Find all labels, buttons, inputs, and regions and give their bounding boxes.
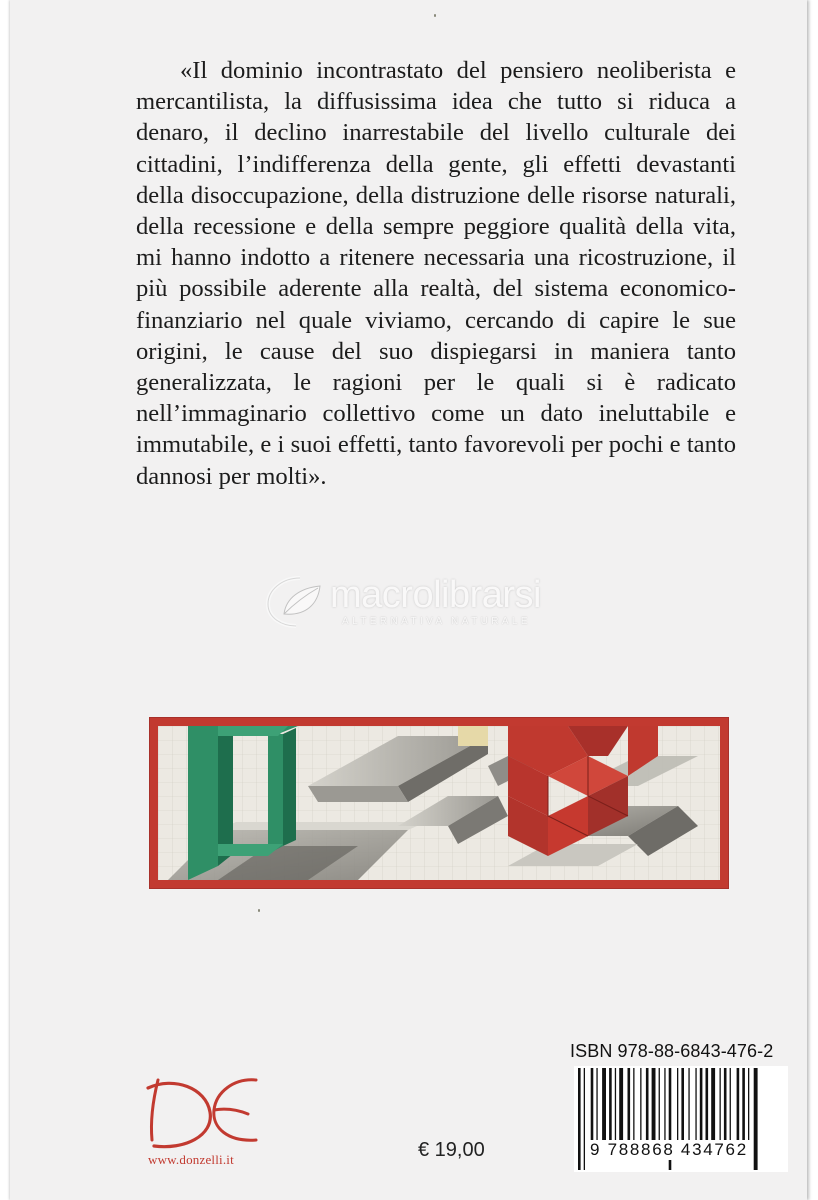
- price-label: € 19,00: [418, 1139, 485, 1161]
- macrolibrarsi-watermark: [262, 572, 582, 632]
- barcode-digits: 9 788868 434762: [590, 1140, 748, 1159]
- watermark-tagline: ALTERNATIVA NATURALE: [342, 616, 531, 627]
- paper-speck: [434, 14, 436, 17]
- isometric-drawing: [158, 726, 720, 880]
- cover-illustration-frame: [149, 717, 729, 889]
- book-back-cover: [10, 0, 807, 1200]
- donzelli-logo-icon: [144, 1070, 264, 1160]
- paper-speck: [258, 909, 260, 912]
- watermark-name: macrolibrarsi: [330, 574, 541, 616]
- publisher-website: www.donzelli.it: [148, 1152, 234, 1167]
- isbn-label: ISBN 978-88-6843-476-2: [570, 1041, 774, 1061]
- cover-illustration: [158, 726, 720, 880]
- leaf-logo-icon: [262, 574, 338, 630]
- blurb-quote: «Il dominio incontrastato del pensiero neoliberista e mercantilista, la diffusissima idea che tutto si riduca a denaro, il declino inarrestabile del livello culturale dei cittadini, l’indifferenza della gente, gli effetti devastanti della disoccupazione, della distruzione delle risorse naturali, della recessione e della sempre peggiore qualità della vita, mi hanno indotto a ritenere necessaria una ricostruzione, il più possibile aderente alla realtà, del sistema economico-finanziario nel quale viviamo, cercando di capire le sue origini, le cause del suo dispiegarsi in maniera tanto generalizzata, le ragioni per le quali si è radicato nell’immaginario collettivo come un dato ineluttabile e immutabile, e i suoi effetti, tanto favorevoli per pochi e tanto dannosi per molti».: [136, 57, 736, 490]
